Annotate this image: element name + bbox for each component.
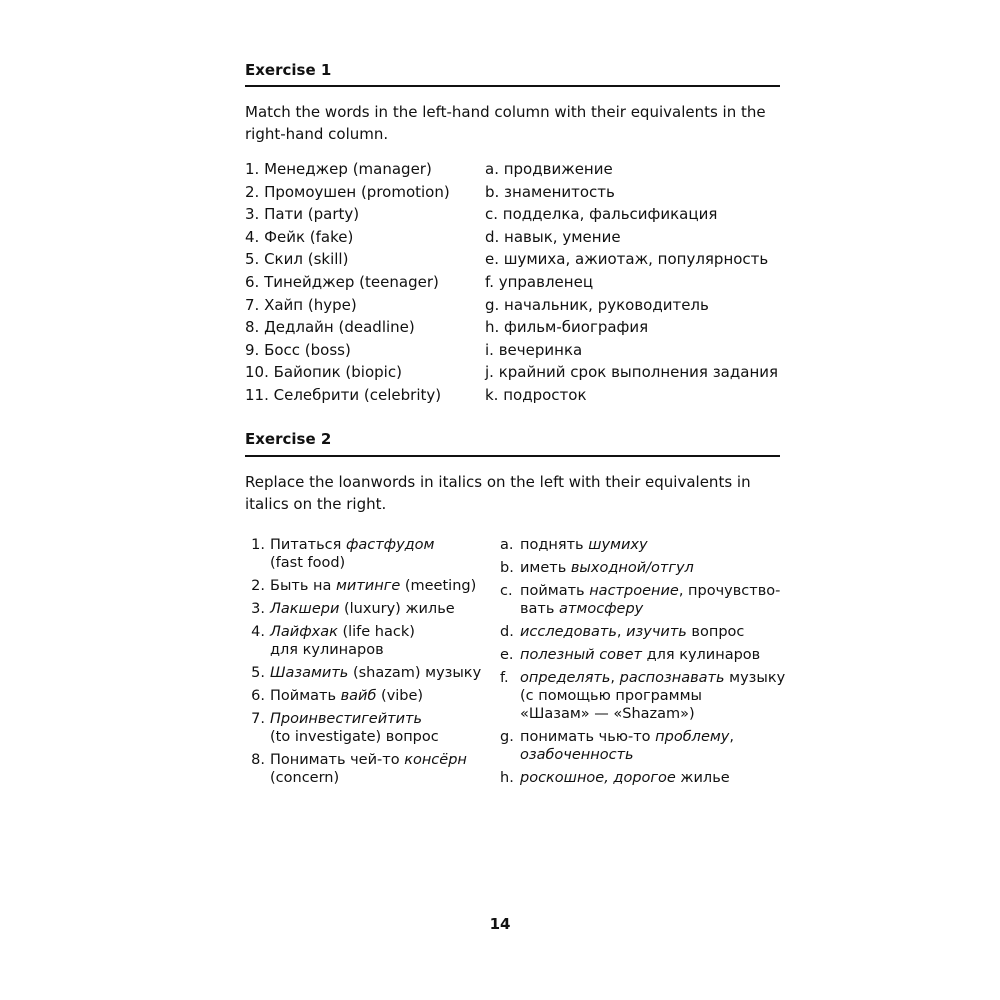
italic-text: изучить	[626, 624, 687, 640]
loanword-item	[245, 536, 481, 572]
italic-text: распознавать	[619, 670, 725, 686]
text-run: иметь	[520, 560, 571, 576]
text-run: поднять	[520, 537, 589, 553]
text-run: вопрос	[686, 624, 745, 640]
italic-text: исследовать	[520, 624, 617, 640]
exercise-2-instruction: Replace the loanwords in italics on the left with their equivalents in italics on the right.	[245, 473, 751, 513]
match-term: 5. Скил (skill)	[245, 250, 349, 269]
loanword-item	[245, 577, 481, 595]
equivalent-item-text	[520, 728, 734, 764]
italic-text: Лакшери	[270, 601, 340, 617]
text-run: жилье	[675, 770, 730, 786]
exercise-2-title: Exercise 2	[245, 430, 332, 448]
loanword-item-label: 7.	[251, 711, 265, 727]
text-run: (shazam) музыку	[348, 665, 482, 681]
equivalent-item-label: g.	[500, 729, 514, 745]
equivalent-item-text	[520, 582, 780, 618]
text-run: (to investigate) вопрос	[270, 729, 439, 745]
match-term: 6. Тинейджер (teenager)	[245, 272, 439, 291]
italic-text: полезный совет	[520, 647, 642, 663]
text-run: ,	[616, 624, 627, 640]
loanword-item	[245, 600, 481, 618]
loanword-item-text	[270, 687, 423, 705]
equivalent-item-text	[520, 769, 730, 787]
text-run: для кулинаров	[270, 642, 384, 658]
equivalent-item	[500, 536, 785, 554]
equivalent-item-label: d.	[500, 624, 514, 640]
italic-text: вайб	[340, 688, 377, 704]
match-term: 1. Менеджер (manager)	[245, 160, 432, 178]
loanword-item-label: 4.	[251, 624, 265, 640]
italic-text: Шазамить	[270, 665, 349, 681]
loanword-item-label: 1.	[251, 537, 265, 553]
text-run: (luxury) жилье	[339, 601, 455, 617]
loanword-item-label: 3.	[251, 601, 265, 617]
loanword-item-text	[270, 710, 439, 746]
italic-text: Проинвестигейтить	[270, 711, 423, 727]
exercise-2-right-column	[500, 536, 785, 792]
equivalent-item	[500, 582, 785, 618]
text-run: вать	[520, 601, 560, 617]
equivalent-item-label: e.	[500, 647, 514, 663]
text-run: ,	[729, 729, 734, 745]
equivalent-item-label: b.	[500, 560, 514, 576]
text-run: музыку	[724, 670, 786, 686]
italic-text: атмосферу	[559, 601, 644, 617]
equivalent-item	[500, 646, 785, 664]
equivalent-item	[500, 669, 785, 723]
match-equivalent: b. знаменитость	[485, 182, 615, 201]
equivalent-item	[500, 623, 785, 641]
loanword-item	[245, 664, 481, 682]
text-run: «Шазам» — «Shazam»)	[520, 706, 695, 722]
equivalent-item-text	[520, 669, 785, 723]
match-term: 7. Хайп (hype)	[245, 295, 357, 314]
exercise-1-title: Exercise 1	[245, 61, 332, 79]
italic-text: консёрн	[404, 752, 467, 768]
exercise-2-left-column	[245, 536, 481, 792]
italic-text: фастфудом	[345, 537, 435, 553]
equivalent-item-text	[520, 559, 694, 577]
match-equivalent: f. управленец	[485, 272, 594, 291]
equivalent-item	[500, 769, 785, 787]
match-term: 9. Босс (boss)	[245, 340, 351, 359]
exercise-1-right-column	[485, 158, 778, 407]
loanword-item-text	[270, 664, 481, 682]
match-term: 10. Байопик (biopic)	[245, 363, 402, 382]
loanword-item-label: 6.	[251, 688, 265, 704]
italic-text: митинге	[335, 578, 401, 594]
match-equivalent: g. начальник, руководитель	[485, 295, 709, 314]
loanword-item	[245, 751, 481, 787]
italic-text: озабоченность	[520, 747, 634, 763]
match-equivalent: c. подделка, фальсификация	[485, 205, 718, 224]
equivalent-item-text	[520, 623, 744, 641]
text-run: (life hack)	[337, 624, 415, 640]
loanword-item-text	[270, 536, 434, 572]
loanword-item-text	[270, 751, 467, 787]
loanword-item	[245, 687, 481, 705]
equivalent-item-text	[520, 536, 648, 554]
loanword-item	[245, 710, 481, 746]
match-term: 8. Дедлайн (deadline)	[245, 318, 415, 337]
text-run: (concern)	[270, 770, 340, 786]
italic-text: проблему	[655, 729, 730, 745]
text-run: Поймать	[270, 688, 341, 704]
match-term: 4. Фейк (fake)	[245, 227, 354, 246]
equivalent-item-text	[520, 646, 760, 664]
equivalent-item	[500, 728, 785, 764]
match-equivalent: k. подросток	[485, 385, 587, 404]
match-equivalent: h. фильм-биография	[485, 318, 649, 337]
match-term: 2. Промоушен (promotion)	[245, 182, 450, 201]
match-term: 11. Селебрити (celebrity)	[245, 385, 442, 404]
text-run: Понимать чей-то	[270, 752, 405, 768]
italic-text: роскошное, дорогое	[520, 770, 676, 786]
italic-text: выходной/отгул	[570, 560, 694, 576]
italic-text: настроение	[589, 583, 679, 599]
italic-text: определять	[520, 670, 611, 686]
loanword-item-label: 5.	[251, 665, 265, 681]
italic-text: Лайфхак	[270, 624, 338, 640]
loanword-item	[245, 623, 481, 659]
text-run: Быть на	[270, 578, 336, 594]
exercise-1-left-column	[245, 158, 450, 407]
text-run: Питаться	[270, 537, 346, 553]
text-run: для кулинаров	[641, 647, 761, 663]
text-run: (meeting)	[400, 578, 477, 594]
loanword-item-text	[270, 623, 415, 659]
text-run: (с помощью программы	[520, 688, 703, 704]
match-equivalent: a. продвижение	[485, 160, 613, 178]
text-run: (vibe)	[376, 688, 424, 704]
text-run: , прочувство-	[678, 583, 781, 599]
match-equivalent: i. вечеринка	[485, 340, 583, 359]
loanword-item-label: 8.	[251, 752, 265, 768]
match-term: 3. Пати (party)	[245, 205, 360, 224]
italic-text: шумиху	[588, 537, 648, 553]
text-run: понимать чью-то	[520, 729, 656, 745]
match-equivalent: e. шумиха, ажиотаж, популярность	[485, 250, 769, 269]
equivalent-item-label: h.	[500, 770, 514, 786]
match-equivalent: d. навык, умение	[485, 227, 621, 246]
exercise-2-rule	[245, 455, 780, 457]
text-run: поймать	[520, 583, 590, 599]
loanword-item-label: 2.	[251, 578, 265, 594]
text-run: ,	[610, 670, 620, 686]
exercise-1-rule	[245, 85, 780, 87]
equivalent-item-label: f.	[500, 670, 509, 686]
loanword-item-text	[270, 600, 455, 618]
page-number: 14	[489, 915, 511, 933]
text-run: (fast food)	[270, 555, 346, 571]
equivalent-item-label: c.	[500, 583, 513, 599]
equivalent-item-label: a.	[500, 537, 514, 553]
loanword-item-text	[270, 577, 476, 595]
equivalent-item	[500, 559, 785, 577]
match-equivalent: j. крайний срок выполнения задания	[485, 363, 779, 382]
exercise-1-instruction: Match the words in the left-hand column with their equivalents in the right-hand column.	[245, 103, 766, 143]
